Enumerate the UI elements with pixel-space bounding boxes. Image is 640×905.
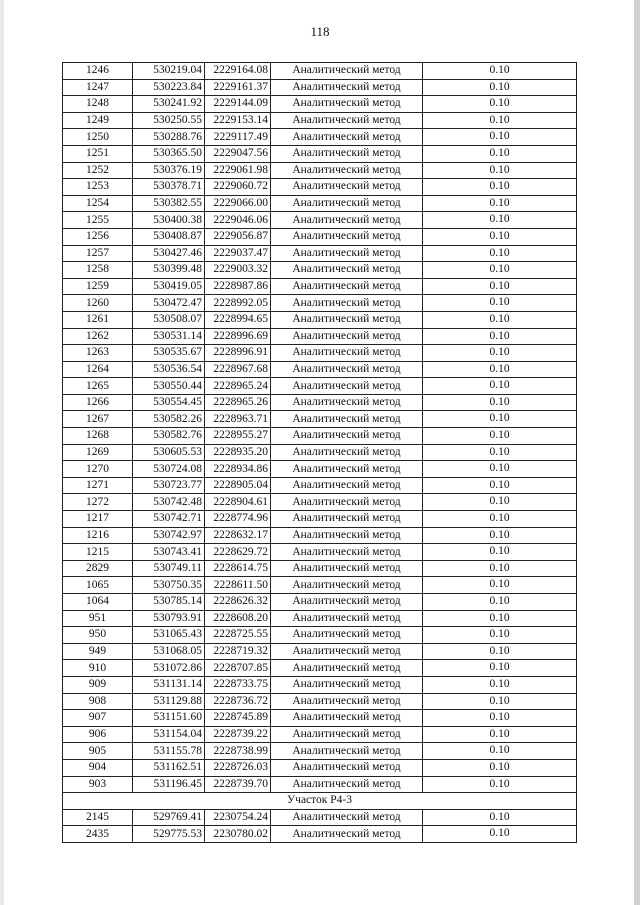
method-cell: Аналитический метод — [271, 444, 423, 461]
method-cell: Аналитический метод — [271, 179, 423, 196]
y-coordinate-cell: 2229161.37 — [205, 79, 271, 96]
table-row — [63, 676, 577, 693]
accuracy-cell: 0.10 — [423, 444, 577, 461]
table-row — [63, 245, 577, 262]
x-coordinate-cell: 531072.86 — [133, 660, 205, 677]
y-coordinate-cell: 2229117.49 — [205, 129, 271, 146]
accuracy-cell: 0.10 — [423, 378, 577, 395]
table-row — [63, 610, 577, 627]
table-row — [63, 594, 577, 611]
table-row — [63, 129, 577, 146]
scan-left-edge — [0, 0, 4, 905]
x-coordinate-cell: 530550.44 — [133, 378, 205, 395]
y-coordinate-cell: 2228614.75 — [205, 560, 271, 577]
accuracy-cell: 0.10 — [423, 710, 577, 727]
y-coordinate-cell: 2229046.06 — [205, 212, 271, 229]
y-coordinate-cell: 2228626.32 — [205, 594, 271, 611]
accuracy-cell: 0.10 — [423, 826, 577, 843]
accuracy-cell: 0.10 — [423, 660, 577, 677]
table-row — [63, 195, 577, 212]
method-cell: Аналитический метод — [271, 743, 423, 760]
x-coordinate-cell: 530508.07 — [133, 311, 205, 328]
point-number-cell: 1251 — [63, 145, 133, 162]
y-coordinate-cell: 2228745.89 — [205, 710, 271, 727]
x-coordinate-cell: 530223.84 — [133, 79, 205, 96]
point-number-cell: 1248 — [63, 96, 133, 113]
x-coordinate-cell: 530742.97 — [133, 527, 205, 544]
table-row — [63, 643, 577, 660]
point-number-cell: 1249 — [63, 112, 133, 129]
point-number-cell: 1254 — [63, 195, 133, 212]
accuracy-cell: 0.10 — [423, 345, 577, 362]
y-coordinate-cell: 2229003.32 — [205, 262, 271, 279]
x-coordinate-cell: 530241.92 — [133, 96, 205, 113]
y-coordinate-cell: 2230754.24 — [205, 809, 271, 826]
method-cell: Аналитический метод — [271, 162, 423, 179]
method-cell: Аналитический метод — [271, 212, 423, 229]
table-row — [63, 112, 577, 129]
point-number-cell: 1065 — [63, 577, 133, 594]
accuracy-cell: 0.10 — [423, 494, 577, 511]
point-number-cell: 1217 — [63, 511, 133, 528]
accuracy-cell: 0.10 — [423, 228, 577, 245]
y-coordinate-cell: 2229056.87 — [205, 228, 271, 245]
table-row — [63, 477, 577, 494]
method-cell: Аналитический метод — [271, 378, 423, 395]
accuracy-cell: 0.10 — [423, 527, 577, 544]
x-coordinate-cell: 530743.41 — [133, 544, 205, 561]
y-coordinate-cell: 2228719.32 — [205, 643, 271, 660]
point-number-cell: 909 — [63, 676, 133, 693]
x-coordinate-cell: 530531.14 — [133, 328, 205, 345]
y-coordinate-cell: 2229061.98 — [205, 162, 271, 179]
method-cell: Аналитический метод — [271, 411, 423, 428]
point-number-cell: 950 — [63, 627, 133, 644]
x-coordinate-cell: 530723.77 — [133, 477, 205, 494]
x-coordinate-cell: 531151.60 — [133, 710, 205, 727]
method-cell: Аналитический метод — [271, 527, 423, 544]
y-coordinate-cell: 2230780.02 — [205, 826, 271, 843]
y-coordinate-cell: 2228935.20 — [205, 444, 271, 461]
method-cell: Аналитический метод — [271, 710, 423, 727]
point-number-cell: 904 — [63, 759, 133, 776]
x-coordinate-cell: 531129.88 — [133, 693, 205, 710]
method-cell: Аналитический метод — [271, 145, 423, 162]
method-cell: Аналитический метод — [271, 129, 423, 146]
method-cell: Аналитический метод — [271, 809, 423, 826]
x-coordinate-cell: 531196.45 — [133, 776, 205, 793]
point-number-cell: 1246 — [63, 63, 133, 80]
method-cell: Аналитический метод — [271, 511, 423, 528]
point-number-cell: 951 — [63, 610, 133, 627]
method-cell: Аналитический метод — [271, 610, 423, 627]
table-row — [63, 79, 577, 96]
y-coordinate-cell: 2228736.72 — [205, 693, 271, 710]
method-cell: Аналитический метод — [271, 361, 423, 378]
table-row — [63, 759, 577, 776]
x-coordinate-cell: 529775.53 — [133, 826, 205, 843]
x-coordinate-cell: 531154.04 — [133, 726, 205, 743]
accuracy-cell: 0.10 — [423, 79, 577, 96]
table-row — [63, 444, 577, 461]
point-number-cell: 1256 — [63, 228, 133, 245]
table-row — [63, 328, 577, 345]
point-number-cell: 906 — [63, 726, 133, 743]
method-cell: Аналитический метод — [271, 79, 423, 96]
coordinates-table — [62, 62, 577, 843]
method-cell: Аналитический метод — [271, 560, 423, 577]
x-coordinate-cell: 530605.53 — [133, 444, 205, 461]
x-coordinate-cell: 531155.78 — [133, 743, 205, 760]
point-number-cell: 1267 — [63, 411, 133, 428]
accuracy-cell: 0.10 — [423, 544, 577, 561]
point-number-cell: 2145 — [63, 809, 133, 826]
point-number-cell: 2829 — [63, 560, 133, 577]
table-row — [63, 544, 577, 561]
table-row — [63, 295, 577, 312]
method-cell: Аналитический метод — [271, 643, 423, 660]
accuracy-cell: 0.10 — [423, 262, 577, 279]
table-row — [63, 63, 577, 80]
y-coordinate-cell: 2228934.86 — [205, 461, 271, 478]
table-row — [63, 428, 577, 445]
method-cell: Аналитический метод — [271, 228, 423, 245]
x-coordinate-cell: 530793.91 — [133, 610, 205, 627]
x-coordinate-cell: 531162.51 — [133, 759, 205, 776]
point-number-cell: 1064 — [63, 594, 133, 611]
x-coordinate-cell: 530376.19 — [133, 162, 205, 179]
accuracy-cell: 0.10 — [423, 361, 577, 378]
table-row — [63, 212, 577, 229]
table-row — [63, 361, 577, 378]
x-coordinate-cell: 530408.87 — [133, 228, 205, 245]
x-coordinate-cell: 529769.41 — [133, 809, 205, 826]
method-cell: Аналитический метод — [271, 195, 423, 212]
method-cell: Аналитический метод — [271, 278, 423, 295]
accuracy-cell: 0.10 — [423, 328, 577, 345]
point-number-cell: 1270 — [63, 461, 133, 478]
x-coordinate-cell: 531068.05 — [133, 643, 205, 660]
point-number-cell: 1263 — [63, 345, 133, 362]
method-cell: Аналитический метод — [271, 676, 423, 693]
y-coordinate-cell: 2228725.55 — [205, 627, 271, 644]
y-coordinate-cell: 2228963.71 — [205, 411, 271, 428]
x-coordinate-cell: 530582.26 — [133, 411, 205, 428]
method-cell: Аналитический метод — [271, 112, 423, 129]
accuracy-cell: 0.10 — [423, 195, 577, 212]
x-coordinate-cell: 530399.48 — [133, 262, 205, 279]
accuracy-cell: 0.10 — [423, 162, 577, 179]
method-cell: Аналитический метод — [271, 428, 423, 445]
accuracy-cell: 0.10 — [423, 594, 577, 611]
accuracy-cell: 0.10 — [423, 809, 577, 826]
method-cell: Аналитический метод — [271, 461, 423, 478]
y-coordinate-cell: 2228905.04 — [205, 477, 271, 494]
accuracy-cell: 0.10 — [423, 245, 577, 262]
y-coordinate-cell: 2228987.86 — [205, 278, 271, 295]
point-number-cell: 1253 — [63, 179, 133, 196]
table-row — [63, 162, 577, 179]
method-cell: Аналитический метод — [271, 693, 423, 710]
method-cell: Аналитический метод — [271, 494, 423, 511]
y-coordinate-cell: 2228996.69 — [205, 328, 271, 345]
y-coordinate-cell: 2229144.09 — [205, 96, 271, 113]
accuracy-cell: 0.10 — [423, 428, 577, 445]
table-row — [63, 627, 577, 644]
table-row — [63, 494, 577, 511]
y-coordinate-cell: 2229164.08 — [205, 63, 271, 80]
y-coordinate-cell: 2228965.24 — [205, 378, 271, 395]
table-row — [63, 278, 577, 295]
section-row — [63, 793, 577, 810]
y-coordinate-cell: 2228739.70 — [205, 776, 271, 793]
y-coordinate-cell: 2228955.27 — [205, 428, 271, 445]
point-number-cell: 905 — [63, 743, 133, 760]
x-coordinate-cell: 530472.47 — [133, 295, 205, 312]
point-number-cell: 910 — [63, 660, 133, 677]
point-number-cell: 1261 — [63, 311, 133, 328]
x-coordinate-cell: 530365.50 — [133, 145, 205, 162]
point-number-cell: 1257 — [63, 245, 133, 262]
point-number-cell: 1215 — [63, 544, 133, 561]
method-cell: Аналитический метод — [271, 577, 423, 594]
point-number-cell: 1247 — [63, 79, 133, 96]
x-coordinate-cell: 530749.11 — [133, 560, 205, 577]
x-coordinate-cell: 530750.35 — [133, 577, 205, 594]
accuracy-cell: 0.10 — [423, 643, 577, 660]
method-cell: Аналитический метод — [271, 345, 423, 362]
x-coordinate-cell: 531131.14 — [133, 676, 205, 693]
method-cell: Аналитический метод — [271, 295, 423, 312]
accuracy-cell: 0.10 — [423, 726, 577, 743]
accuracy-cell: 0.10 — [423, 311, 577, 328]
x-coordinate-cell: 531065.43 — [133, 627, 205, 644]
method-cell: Аналитический метод — [271, 627, 423, 644]
y-coordinate-cell: 2229066.00 — [205, 195, 271, 212]
y-coordinate-cell: 2228726.03 — [205, 759, 271, 776]
point-number-cell: 1266 — [63, 394, 133, 411]
point-number-cell: 1259 — [63, 278, 133, 295]
y-coordinate-cell: 2228774.96 — [205, 511, 271, 528]
x-coordinate-cell: 530535.67 — [133, 345, 205, 362]
point-number-cell: 1250 — [63, 129, 133, 146]
table-row — [63, 826, 577, 843]
table-row — [63, 560, 577, 577]
method-cell: Аналитический метод — [271, 759, 423, 776]
method-cell: Аналитический метод — [271, 96, 423, 113]
section-title: Участок Р4-3 — [63, 793, 577, 810]
table-row — [63, 726, 577, 743]
accuracy-cell: 0.10 — [423, 145, 577, 162]
method-cell: Аналитический метод — [271, 544, 423, 561]
y-coordinate-cell: 2228994.65 — [205, 311, 271, 328]
x-coordinate-cell: 530724.08 — [133, 461, 205, 478]
y-coordinate-cell: 2228904.61 — [205, 494, 271, 511]
accuracy-cell: 0.10 — [423, 212, 577, 229]
y-coordinate-cell: 2228707.85 — [205, 660, 271, 677]
x-coordinate-cell: 530742.71 — [133, 511, 205, 528]
table-row — [63, 411, 577, 428]
accuracy-cell: 0.10 — [423, 295, 577, 312]
y-coordinate-cell: 2228965.26 — [205, 394, 271, 411]
y-coordinate-cell: 2229153.14 — [205, 112, 271, 129]
x-coordinate-cell: 530582.76 — [133, 428, 205, 445]
page-number: 118 — [310, 24, 330, 39]
x-coordinate-cell: 530219.04 — [133, 63, 205, 80]
y-coordinate-cell: 2229047.56 — [205, 145, 271, 162]
accuracy-cell: 0.10 — [423, 610, 577, 627]
method-cell: Аналитический метод — [271, 660, 423, 677]
point-number-cell: 1271 — [63, 477, 133, 494]
accuracy-cell: 0.10 — [423, 776, 577, 793]
method-cell: Аналитический метод — [271, 328, 423, 345]
method-cell: Аналитический метод — [271, 477, 423, 494]
y-coordinate-cell: 2228967.68 — [205, 361, 271, 378]
scan-right-edge — [634, 0, 640, 905]
point-number-cell: 907 — [63, 710, 133, 727]
method-cell: Аналитический метод — [271, 394, 423, 411]
x-coordinate-cell: 530742.48 — [133, 494, 205, 511]
y-coordinate-cell: 2228739.22 — [205, 726, 271, 743]
accuracy-cell: 0.10 — [423, 461, 577, 478]
accuracy-cell: 0.10 — [423, 179, 577, 196]
y-coordinate-cell: 2228632.17 — [205, 527, 271, 544]
y-coordinate-cell: 2228992.05 — [205, 295, 271, 312]
table-row — [63, 179, 577, 196]
point-number-cell: 2435 — [63, 826, 133, 843]
table-row — [63, 710, 577, 727]
y-coordinate-cell: 2228733.75 — [205, 676, 271, 693]
point-number-cell: 1260 — [63, 295, 133, 312]
point-number-cell: 1265 — [63, 378, 133, 395]
accuracy-cell: 0.10 — [423, 96, 577, 113]
point-number-cell: 1252 — [63, 162, 133, 179]
method-cell: Аналитический метод — [271, 262, 423, 279]
point-number-cell: 1269 — [63, 444, 133, 461]
point-number-cell: 1262 — [63, 328, 133, 345]
table-row — [63, 743, 577, 760]
table-row — [63, 96, 577, 113]
accuracy-cell: 0.10 — [423, 112, 577, 129]
y-coordinate-cell: 2228996.91 — [205, 345, 271, 362]
method-cell: Аналитический метод — [271, 63, 423, 80]
accuracy-cell: 0.10 — [423, 627, 577, 644]
x-coordinate-cell: 530536.54 — [133, 361, 205, 378]
x-coordinate-cell: 530554.45 — [133, 394, 205, 411]
table-row — [63, 228, 577, 245]
accuracy-cell: 0.10 — [423, 63, 577, 80]
accuracy-cell: 0.10 — [423, 278, 577, 295]
x-coordinate-cell: 530785.14 — [133, 594, 205, 611]
point-number-cell: 1258 — [63, 262, 133, 279]
x-coordinate-cell: 530382.55 — [133, 195, 205, 212]
accuracy-cell: 0.10 — [423, 511, 577, 528]
x-coordinate-cell: 530250.55 — [133, 112, 205, 129]
x-coordinate-cell: 530400.38 — [133, 212, 205, 229]
x-coordinate-cell: 530419.05 — [133, 278, 205, 295]
y-coordinate-cell: 2228629.72 — [205, 544, 271, 561]
y-coordinate-cell: 2229037.47 — [205, 245, 271, 262]
accuracy-cell: 0.10 — [423, 411, 577, 428]
x-coordinate-cell: 530378.71 — [133, 179, 205, 196]
y-coordinate-cell: 2229060.72 — [205, 179, 271, 196]
table-row — [63, 776, 577, 793]
table-row — [63, 693, 577, 710]
x-coordinate-cell: 530427.46 — [133, 245, 205, 262]
y-coordinate-cell: 2228608.20 — [205, 610, 271, 627]
accuracy-cell: 0.10 — [423, 676, 577, 693]
table-row — [63, 511, 577, 528]
point-number-cell: 903 — [63, 776, 133, 793]
table-row — [63, 809, 577, 826]
method-cell: Аналитический метод — [271, 245, 423, 262]
accuracy-cell: 0.10 — [423, 577, 577, 594]
accuracy-cell: 0.10 — [423, 693, 577, 710]
point-number-cell: 949 — [63, 643, 133, 660]
method-cell: Аналитический метод — [271, 776, 423, 793]
method-cell: Аналитический метод — [271, 594, 423, 611]
table-row — [63, 345, 577, 362]
table-row — [63, 461, 577, 478]
method-cell: Аналитический метод — [271, 726, 423, 743]
table-row — [63, 577, 577, 594]
table-row — [63, 394, 577, 411]
table-row — [63, 660, 577, 677]
table-row — [63, 378, 577, 395]
accuracy-cell: 0.10 — [423, 394, 577, 411]
point-number-cell: 908 — [63, 693, 133, 710]
y-coordinate-cell: 2228611.50 — [205, 577, 271, 594]
y-coordinate-cell: 2228738.99 — [205, 743, 271, 760]
point-number-cell: 1216 — [63, 527, 133, 544]
point-number-cell: 1272 — [63, 494, 133, 511]
table-row — [63, 311, 577, 328]
accuracy-cell: 0.10 — [423, 129, 577, 146]
accuracy-cell: 0.10 — [423, 743, 577, 760]
accuracy-cell: 0.10 — [423, 477, 577, 494]
table-row — [63, 262, 577, 279]
method-cell: Аналитический метод — [271, 826, 423, 843]
point-number-cell: 1264 — [63, 361, 133, 378]
point-number-cell: 1268 — [63, 428, 133, 445]
method-cell: Аналитический метод — [271, 311, 423, 328]
accuracy-cell: 0.10 — [423, 560, 577, 577]
table-row — [63, 145, 577, 162]
accuracy-cell: 0.10 — [423, 759, 577, 776]
point-number-cell: 1255 — [63, 212, 133, 229]
x-coordinate-cell: 530288.76 — [133, 129, 205, 146]
table-row — [63, 527, 577, 544]
